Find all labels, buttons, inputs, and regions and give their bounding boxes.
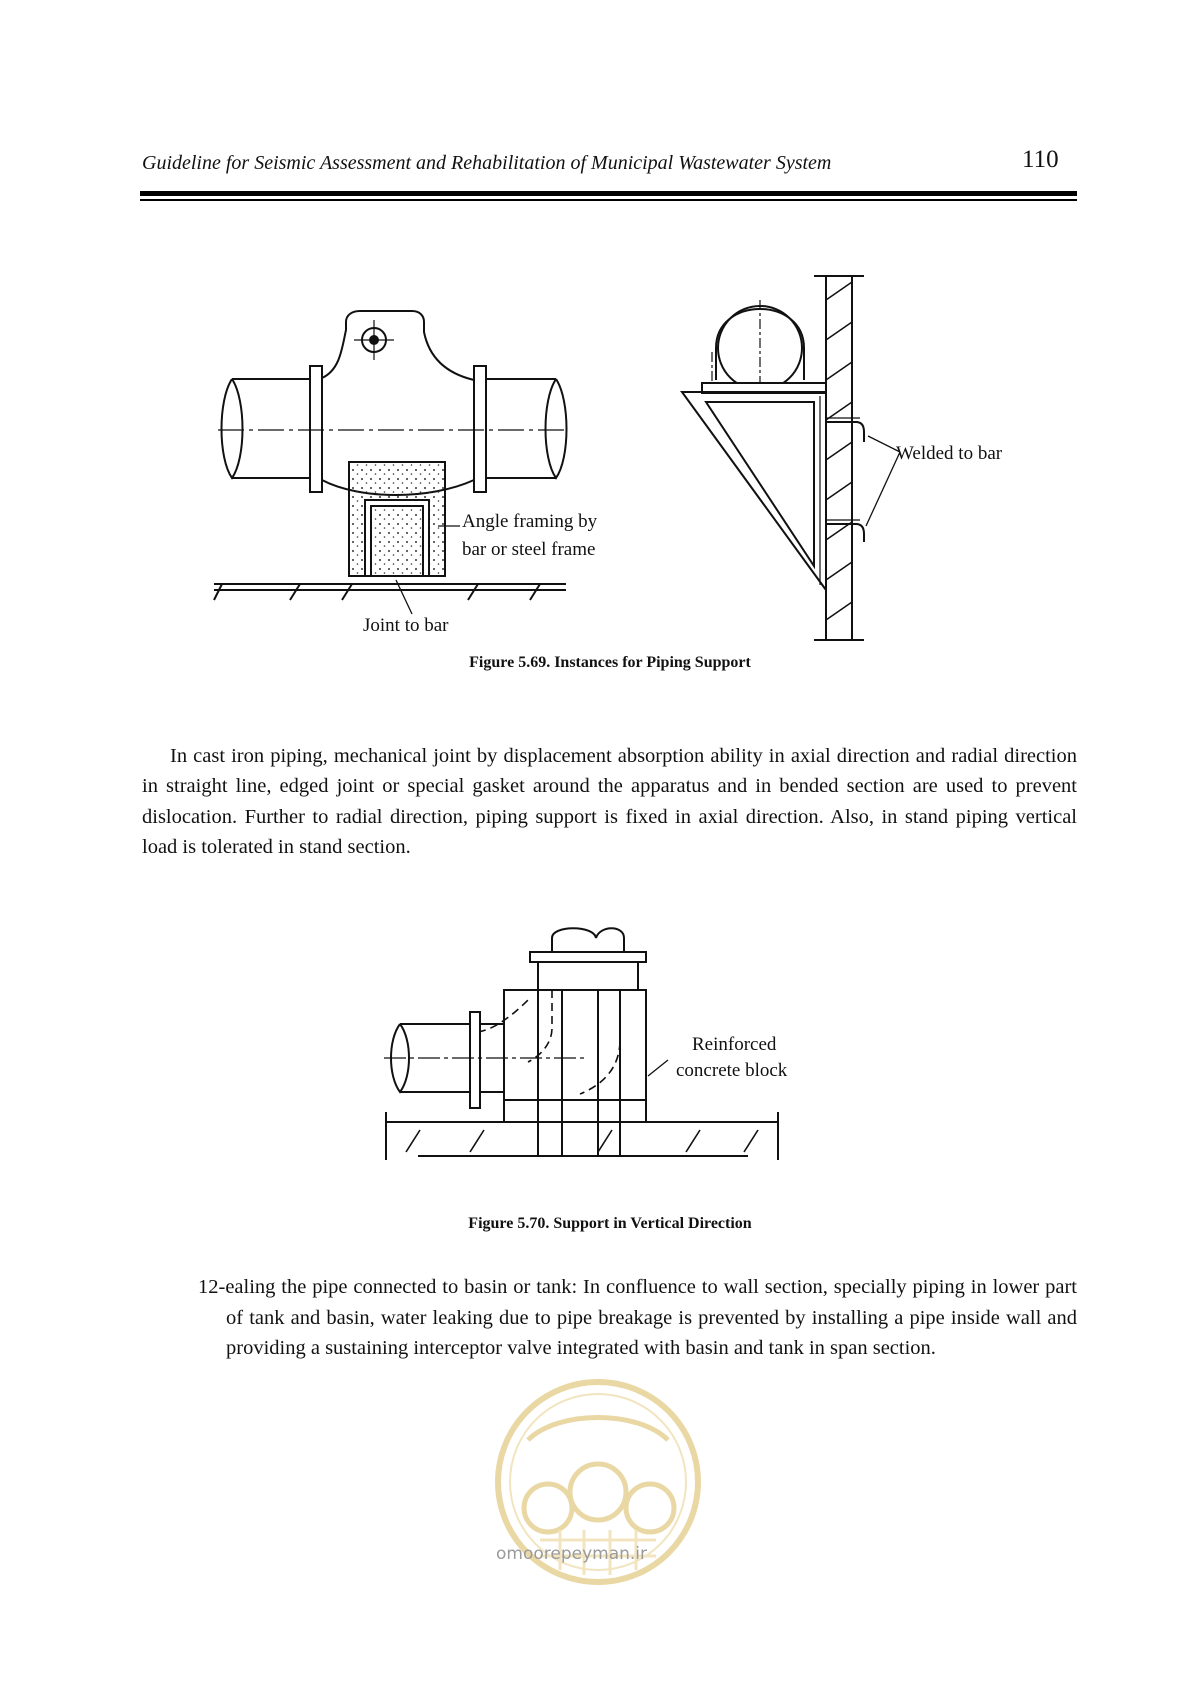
watermark-url: omoorepeyman.ir: [496, 1544, 648, 1564]
label-welded-to-bar: Welded to bar: [896, 443, 1003, 464]
running-header-title: Guideline for Seismic Assessment and Rehabilitation of Municipal Wastewater System: [142, 152, 832, 174]
left-ground-line: [214, 584, 566, 600]
label-angle-framing-2: bar or steel frame: [462, 539, 596, 560]
wall-bracket-drawing: [682, 276, 900, 640]
body-paragraph: In cast iron piping, mechanical joint by displacement absorption ability in axial direction and radial direction in straight line, edged joint or special gasket around the apparatus and in bended section are used to prevent dislocation. Further to radial direction, piping support is fixed in axial direction. Also, in stand piping vertical load is tolerated in stand section.: [142, 744, 1077, 858]
numbered-list-item-12: 12-ealing the pipe connected to basin or tank: In confluence to wall section, specially piping in lower part of tank and basin, water leaking due to pipe breakage is prevented by installing a pipe inside wall and providing a sustaining interceptor valve integrated with basin and tank in span section.: [198, 1276, 1077, 1359]
angle-frame: [365, 500, 429, 576]
figure-caption-5-70: Figure 5.70. Support in Vertical Direction: [468, 1215, 752, 1232]
label-angle-framing-1: Angle framing by: [462, 511, 598, 532]
label-reinforced: Reinforced: [692, 1034, 777, 1055]
label-concrete-block: concrete block: [676, 1060, 788, 1081]
watermark-seal-icon: [488, 1370, 708, 1610]
label-joint-to-bar: Joint to bar: [363, 615, 449, 636]
figure-caption-5-69: Figure 5.69. Instances for Piping Support: [469, 654, 751, 671]
page-number: 110: [1022, 146, 1059, 173]
